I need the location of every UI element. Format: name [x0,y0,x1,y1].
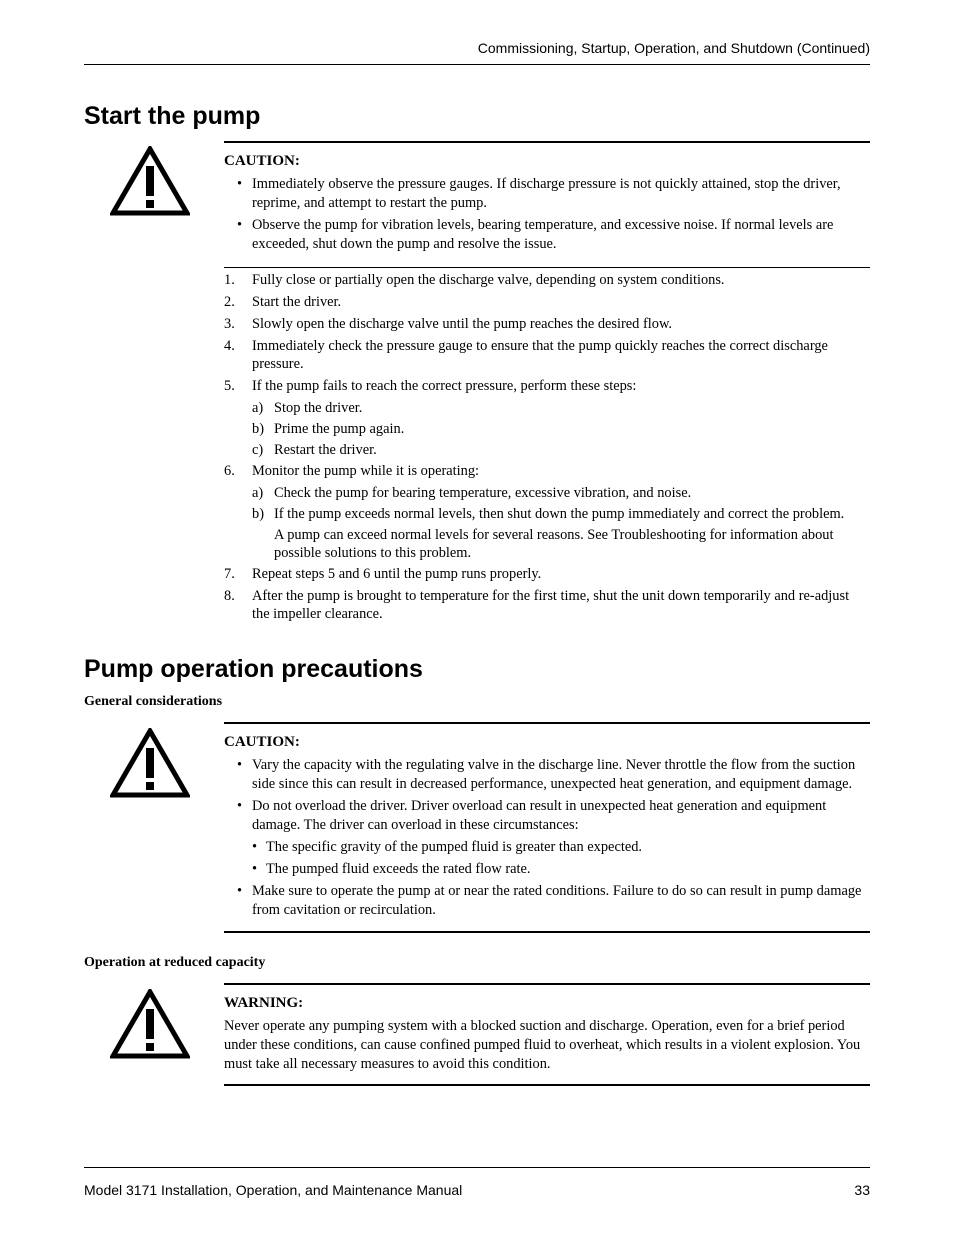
running-header: Commissioning, Startup, Operation, and Shutdown (Continued) [477,40,870,56]
warning-triangle-icon [110,728,190,798]
subheading-general: General considerations [84,694,223,709]
step-number: 6. [224,463,235,479]
substep-text: If the pump exceeds normal levels, then shut down the pump immediately and correct the problem. [274,506,845,522]
step-number: 2. [224,294,235,310]
warning-label: WARNING: [224,995,304,1011]
step-text: If the pump fails to reach the correct pressure, perform these steps: [252,378,637,394]
substep-item [224,399,870,417]
step-number: 8. [224,588,235,604]
caution-box-start [224,141,870,268]
warning-triangle-icon [110,989,190,1059]
step-number: 4. [224,338,235,354]
caution-bullet: • Make sure to operate the pump at or near the rated conditions. Failure to do so can result in pump damage from cavitation or recirculation. [224,882,870,920]
caution-box-general [224,722,870,933]
warning-top-rule [224,983,870,985]
step-text: Immediately check the pressure gauge to ensure that the pump quickly reaches the correct discharge pressure. [252,338,828,372]
substep-text: Prime the pump again. [274,421,405,437]
substep-item [224,441,870,459]
substep-text: Stop the driver. [274,400,363,416]
caution-label: CAUTION: [224,153,300,169]
step-number: 7. [224,566,235,582]
caution-sub-bullet: • The pumped fluid exceeds the rated flow rate. [224,860,870,879]
substep-letter: b) [252,421,264,437]
caution-top-rule [224,722,870,724]
step-text: Start the driver. [252,294,342,310]
step-text: Slowly open the discharge valve until the pump reaches the desired flow. [252,316,673,332]
footer-divider [84,1167,870,1168]
caution-bullet-list [224,756,870,835]
caution-bottom-rule [224,931,870,933]
substep-item [224,505,870,523]
step-note: A pump can exceed normal levels for several reasons. See Troubleshooting for information about possible solutions to this problem. [274,527,834,561]
page-number: 33 [854,1182,870,1198]
step-text: Fully close or partially open the discharge valve, depending on system conditions. [252,272,725,288]
step-item [224,315,870,333]
warning-triangle-icon [110,146,190,216]
step-number: 1. [224,272,235,288]
step-item [224,337,870,373]
step-item [224,377,870,395]
step-item [224,565,870,583]
substep-letter: c) [252,442,264,458]
step-item [224,293,870,311]
caution-sub-bullet-list [224,838,870,879]
startup-steps-list [224,271,870,627]
warning-text: Never operate any pumping system with a blocked suction and discharge. Operation, even for a brief period under these conditions, can cause confined pumped fluid to overheat, which results in a violent explosion. You must take all necessary measures to avoid this condition. [224,1018,861,1072]
warning-bottom-rule [224,1084,870,1086]
caution-bottom-rule [224,267,870,268]
step-number: 5. [224,378,235,394]
step-text: Monitor the pump while it is operating: [252,463,480,479]
step-number: 3. [224,316,235,332]
substep-letter: a) [252,400,264,416]
substep-letter: b) [252,506,264,522]
step-item [224,271,870,289]
caution-label: CAUTION: [224,734,300,750]
header-divider [84,64,870,65]
substep-letter: a) [252,485,264,501]
section-title-start-pump: Start the pump [84,102,261,130]
caution-bullet: • Observe the pump for vibration levels, bearing temperature, and excessive noise. If normal levels are exceeded, shut down the pump and resolve the issue. [224,216,870,254]
step-text: After the pump is brought to temperature for the first time, shut the unit down temporarily and re-adjust the impeller clearance. [252,588,850,622]
caution-bullet: • Immediately observe the pressure gauges. If discharge pressure is not quickly attained, stop the driver, reprime, and attempt to restart the pump. [224,175,870,213]
step-item [224,462,870,480]
substep-item [224,484,870,502]
substep-text: Restart the driver. [274,442,377,458]
caution-sub-bullet: • The specific gravity of the pumped fluid is greater than expected. [224,838,870,857]
step-text: Repeat steps 5 and 6 until the pump runs properly. [252,566,542,582]
subheading-reduced-capacity: Operation at reduced capacity [84,955,266,970]
warning-box-reduced [224,983,870,1086]
footer-manual-title: Model 3171 Installation, Operation, and Maintenance Manual [84,1182,463,1198]
substep-text: Check the pump for bearing temperature, excessive vibration, and noise. [274,485,692,501]
caution-top-rule [224,141,870,143]
caution-bullet: • Do not overload the driver. Driver overload can result in unexpected heat generation and equipment damage. The driver can overload in these circumstances: [224,797,870,835]
substep-item [224,420,870,438]
section-title-precautions: Pump operation precautions [84,655,423,683]
caution-bullet: • Vary the capacity with the regulating valve in the discharge line. Never throttle the flow from the suction side since this can result in decreased performance, unexpected heat generation, and equipment damage. [224,756,870,794]
caution-bullet-list [224,882,870,920]
caution-bullet-list [224,175,870,254]
step-item [224,587,870,623]
